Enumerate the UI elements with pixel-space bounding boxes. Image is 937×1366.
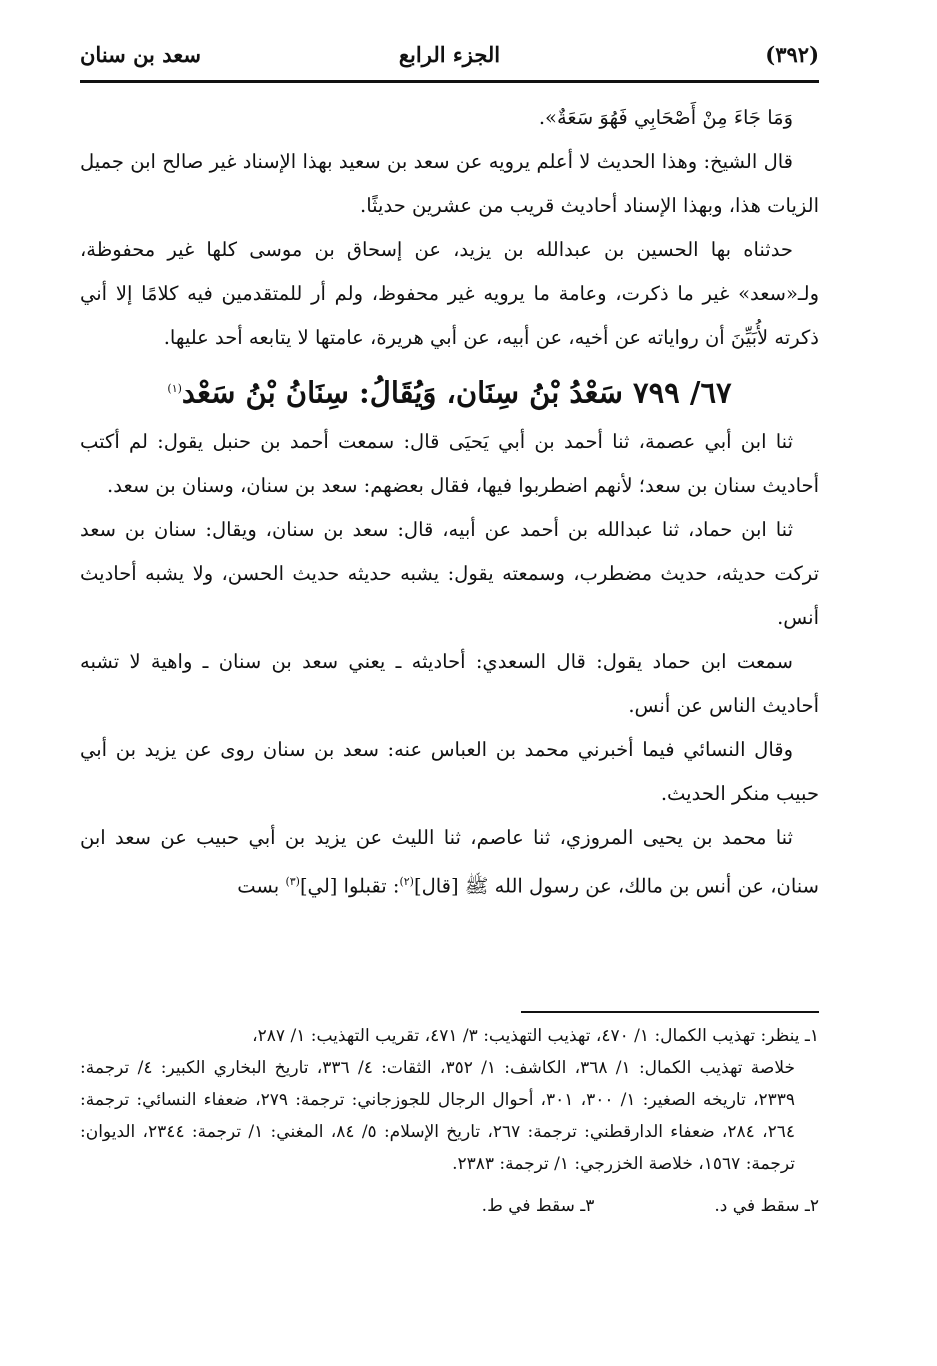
footnote-ref: (٣) bbox=[285, 874, 300, 888]
footnote-1: ١ـ ينظر: تهذيب الكمال: ١/ ٤٧٠، تهذيب التهذيب: ٣/ ٤٧١، تقريب التهذيب: ١/ ٢٨٧، bbox=[252, 1026, 819, 1046]
paragraph: وقال النسائي فيما أخبرني محمد بن العباس عنه: سعد بن سنان روى عن يزيد بن أبي حبيب منكر الحديث. bbox=[80, 737, 819, 805]
paragraph bbox=[80, 816, 819, 909]
footnote-row bbox=[80, 1190, 819, 1222]
header-rule bbox=[80, 80, 819, 83]
paragraph: وَمَا جَاءَ مِنْ أَصْحَابِي فَهُوَ سَعَةٌ». bbox=[538, 106, 793, 129]
paragraph: ثنا ابن أبي عصمة، ثنا أحمد بن أبي يَحيَى قال: سمعت أحمد بن حنبل يقول: لم أكتب أحاديث سنان بن سعد؛ لأنهم اضطربوا فيها، فقال بعضهم: سعد بن سنان، وسنان بن سعد. bbox=[80, 429, 819, 497]
page-number: (٣٩٢) bbox=[765, 42, 819, 67]
paragraph-text: ثنا محمد بن يحيى المروزي، ثنا عاصم، ثنا الليث عن يزيد بن أبي حبيب عن سعد ابن سنان، عن أنس بن مالك، عن رسول الله ﷺ [قال] bbox=[80, 825, 819, 898]
volume-title: الجزء الرابع bbox=[398, 42, 501, 67]
paragraph-text: بست bbox=[237, 874, 286, 898]
footnote-ref: (٢) bbox=[399, 874, 414, 888]
chapter-title: سعد بن سنان bbox=[80, 42, 201, 67]
paragraph: ثنا ابن حماد، ثنا عبدالله بن أحمد عن أبيه، قال: سعد بن سنان، ويقال: سنان بن سعد تركت حديثه، حديث مضطرب، وسمعته يقول: يشبه حديثه حديث الحسن، ولا يشبه أحاديث أنس. bbox=[80, 517, 819, 629]
main-text bbox=[80, 96, 819, 908]
paragraph-text: : تقبلوا [لي] bbox=[299, 874, 400, 898]
paragraph: سمعت ابن حماد يقول: قال السعدي: أحاديثه ـ يعني سعد بن سنان ـ واهية لا تشبه أحاديث الناس عن أنس. bbox=[80, 649, 819, 717]
paragraph: حدثناه بها الحسين بن عبدالله بن يزيد، عن إسحاق بن موسى كلها غير محفوظة، ولـ«سعد» غير ما ذكرت، وعامة ما يرويه غير محفوظ، ولم أر للمتقدمين فيه كلامًا إلا أني ذكرته لأُبَيِّنَ أن رواياته عن أخيه، عن أبيه، عن أبي هريرة، عامتها لا يتابعه أحد عليها. bbox=[80, 238, 819, 349]
footnote-rule bbox=[521, 1011, 819, 1013]
entry-heading bbox=[80, 366, 819, 416]
paragraph: قال الشيخ: وهذا الحديث لا أعلم يرويه عن سعد بن سعيد بهذا الإسناد غير صالح ابن جميل الزيات هذا، وبهذا الإسناد أحاديث قريب من عشرين حديثًا. bbox=[80, 150, 819, 217]
entry-heading-text: ٦٧/ ٧٩٩ سَعْدُ بْنُ سِنَان، وَيُقَالُ: سِنَانُ بْنُ سَعْد bbox=[181, 375, 732, 410]
footnotes bbox=[80, 1020, 819, 1222]
footnote-3: ٣ـ سقط في ط. bbox=[481, 1196, 595, 1216]
footnote-2: ٢ـ سقط في د. bbox=[714, 1196, 819, 1216]
running-header bbox=[80, 36, 819, 76]
footnote-1-continued: خلاصة تهذيب الكمال: ١/ ٣٦٨، الكاشف: ١/ ٣٥٢، الثقات: ٤/ ٣٣٦، تاريخ البخاري الكبير: ٤/ ترجمة: ٢٣٣٩، تاريخه الصغير: ١/ ٣٠٠، ٣٠١، أحوال الرجال للجوزجاني: ترجمة: ٢٧٩، ضعفاء النسائي: ترجمة: ٢٦٤، ٢٨٤، ضعفاء الدارقطني: ترجمة: ٢٦٧، تاريخ الإسلام: ٥/ ٨٤، المغني: ١/ ترجمة: ٢٣٤٤، الديوان: ترجمة: ١٥٦٧، خلاصة الخزرجي: ١/ ترجمة: ٢٣٨٣. bbox=[80, 1058, 795, 1174]
footnote-ref: (١) bbox=[167, 382, 182, 395]
